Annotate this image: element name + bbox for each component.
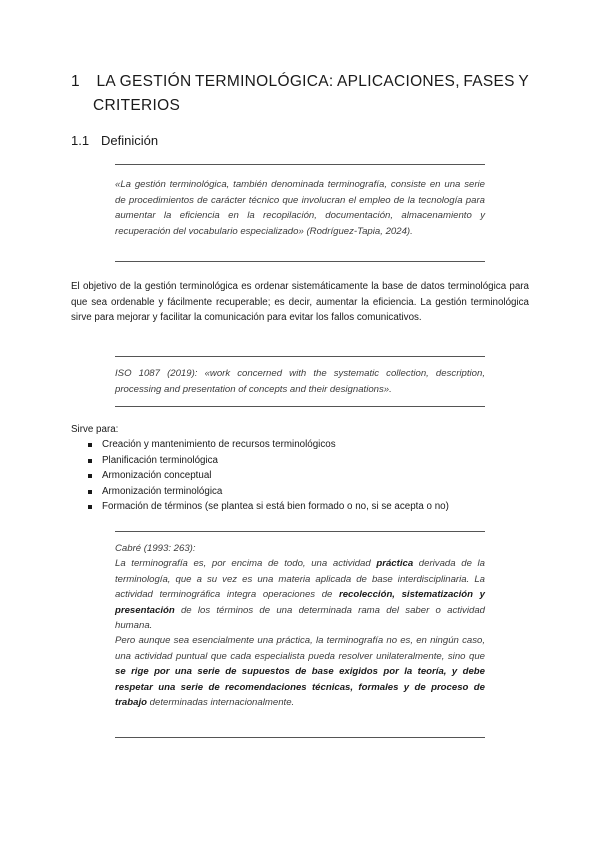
subsection-heading xyxy=(71,132,158,150)
iso-quote: ISO 1087 (2019): «work concerned with the systematic collection, description, processing and presentation of concepts and their designations». xyxy=(115,368,485,395)
section-heading xyxy=(71,70,529,118)
subsection-title: Definición xyxy=(101,133,159,148)
quote-paragraph-2: Pero aunque sea esencialmente una práctica, la terminografía no es, en ningún caso, una actividad puntual que cada especialista pueda resolver unilateralmente, sino que se rige por una serie de supuestos de base exigidos por la teoría, y debe respetar una serie de recomendaciones técnicas, formales y de proceso de trabajo determinadas internacionalmente. xyxy=(115,635,485,709)
body-paragraph: El objetivo de la gestión terminológica es ordenar sistemáticamente la base de datos terminológica para que sea ordenable y fácilmente recuperable; es decir, aumentar la eficiencia. La gestión terminológica sirve para mejorar y facilitar la comunicación para evitar los fallos comunicativos. xyxy=(71,281,529,324)
heading-word: APLICACIONES, xyxy=(337,73,460,90)
quote-top-rule xyxy=(115,164,485,165)
heading-word: GESTIÓN xyxy=(119,73,192,90)
list-item: Armonización conceptual xyxy=(86,468,449,484)
iso-quote-bottom-rule xyxy=(115,406,485,407)
iso-quote-top-rule xyxy=(115,356,485,357)
uses-list xyxy=(86,437,449,515)
list-intro: Sirve para: xyxy=(71,424,119,435)
cabre-quote-bottom-rule xyxy=(115,737,485,738)
list-item: Armonización terminológica xyxy=(86,484,449,500)
section-number: 1 xyxy=(71,73,80,90)
cabre-quote-top-rule xyxy=(115,531,485,532)
subsection-number: 1.1 xyxy=(71,133,90,148)
list-item: Planificación terminológica xyxy=(86,453,449,469)
quote-paragraph-1: La terminografía es, por encima de todo, una actividad práctica derivada de la terminología, que a su vez es una materia aplicada de base interdisciplinaria. La actividad terminográfica integra operaciones de recolección, sistematización y presentación de los términos de una determinada rama del saber o actividad humana. xyxy=(115,558,486,632)
quote-source: Cabré (1993: 263): xyxy=(115,543,196,554)
definition-quote: «La gestión terminológica, también denominada terminografía, consiste en una serie de procedimientos de carácter técnico que involucran el empleo de la tecnología para aumentar la eficiencia en la recopilación, documentación, almacenamiento y recuperación del vocabulario especializado» (Rodríguez-Tapia, 2024). xyxy=(115,179,485,237)
quote-bottom-rule xyxy=(115,261,485,262)
heading-word: LA xyxy=(96,73,117,90)
list-item: Formación de términos (se plantea si está bien formado o no, si se acepta o no) xyxy=(86,499,449,515)
heading-word: FASES xyxy=(463,73,515,90)
heading-word: TERMINOLÓGICA: xyxy=(194,73,334,90)
cabre-quote xyxy=(115,541,485,710)
heading-word: Y xyxy=(518,73,529,90)
heading-line-2: CRITERIOS xyxy=(93,97,181,114)
list-item: Creación y mantenimiento de recursos terminológicos xyxy=(86,437,449,453)
